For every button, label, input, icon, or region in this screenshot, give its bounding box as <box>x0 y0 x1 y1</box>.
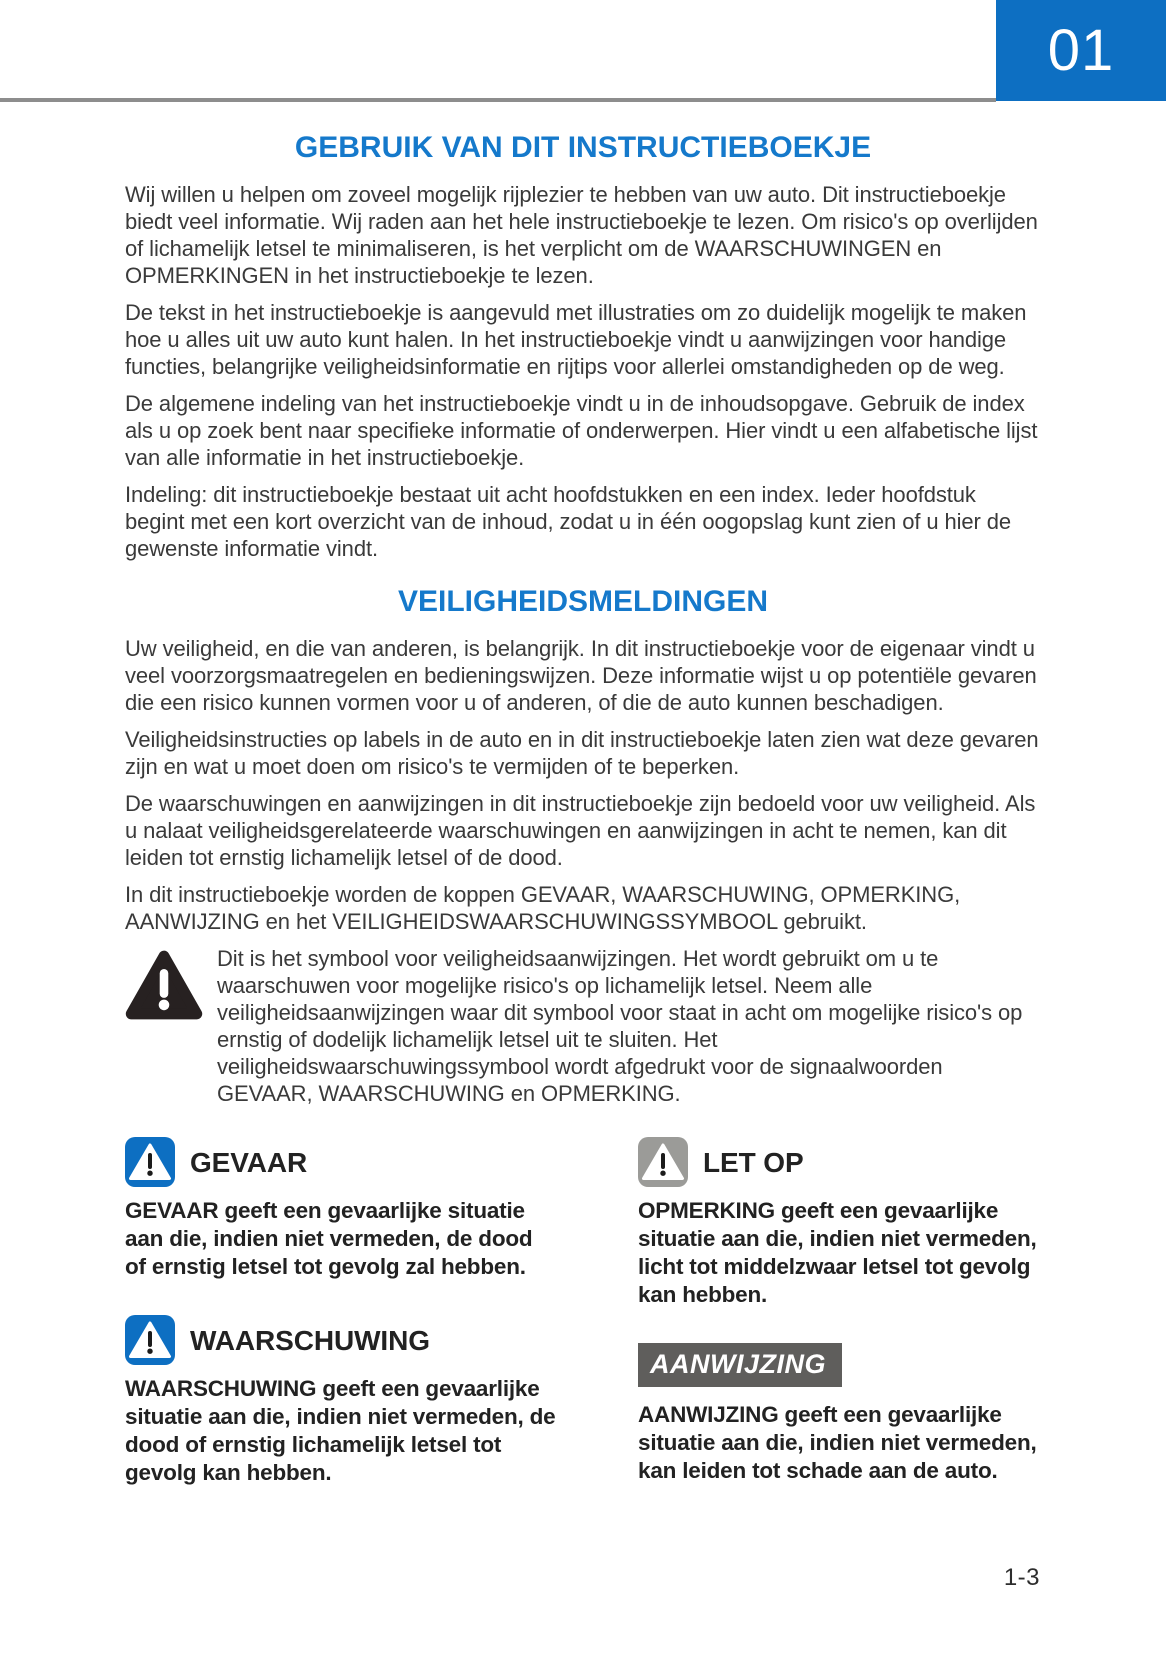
callouts-left-column <box>125 1137 638 1521</box>
safety-paragraph-4: In dit instructieboekje worden de koppen GEVAAR, WAARSCHUWING, OPMERKING, AANWIJZING en het VEILIGHEIDSWAARSCHUWINGSSYMBOOL gebruikt. <box>125 882 961 934</box>
warning-triangle-icon <box>638 1137 688 1187</box>
signal-word-callouts <box>125 1137 1041 1521</box>
callout-caution-heading: LET OP <box>703 1146 804 1178</box>
usage-paragraph-1: Wij willen u helpen om zoveel mogelijk rijplezier te hebben van uw auto. Dit instructieboekje biedt veel informatie. Wij raden aan het hele instructieboekje te lezen. Om risico's op overlijden of lichamelijk letsel te minimaliseren, is het verplicht om de WAARSCHUWINGEN en OPMERKINGEN in het instructieboekje te lezen. <box>125 182 1038 288</box>
section-title-safety: VEILIGHEIDSMELDINGEN <box>397 585 769 618</box>
notice-label: AANWIJZING <box>638 1343 842 1387</box>
chapter-number-badge: 01 <box>996 0 1166 101</box>
callout-danger-heading: GEVAAR <box>190 1146 308 1178</box>
safety-paragraph-2: Veiligheidsinstructies op labels in de auto en in dit instructieboekje laten zien wat deze gevaren zijn en wat u moet doen om risico's te vermijden of te beperken. <box>125 727 1039 779</box>
callout-danger-body: GEVAAR geeft een gevaarlijke situatie aan die, indien niet vermeden, de dood of ernstig letsel tot gevolg zal hebben. <box>125 1198 533 1279</box>
callout-warning-header <box>125 1315 557 1365</box>
safety-paragraph-1: Uw veiligheid, en die van anderen, is belangrijk. In dit instructieboekje voor de eigenaar vindt u veel voorzorgsmaatregelen en bedieningswijzen. Deze informatie wijst u op potentiële gevaren die een risico kunnen vormen voor u of anderen, of die de auto kunnen beschadigen. <box>125 636 1037 715</box>
callout-warning-heading: WAARSCHUWING <box>190 1324 430 1356</box>
section-title-usage: GEBRUIK VAN DIT INSTRUCTIEBOEKJE <box>294 131 872 164</box>
safety-symbol-text: Dit is het symbool voor veiligheidsaanwijzingen. Het wordt gebruikt om u te waarschuwen voor mogelijke risico's op lichamelijk letsel. Neem alle veiligheidsaanwijzingen waar dit symbool voor staat in acht om mogelijke risico's op ernstig of dodelijk lichamelijk letsel uit te sluiten. Het veiligheidswaarschuwingssymbool wordt afgedrukt voor de signaalwoorden GEVAAR, WAARSCHUWING en OPMERKING. <box>217 946 1023 1106</box>
page-number: 1-3 <box>1003 1564 1040 1591</box>
usage-paragraph-4: Indeling: dit instructieboekje bestaat uit acht hoofdstukken en een index. Ieder hoofdstuk begint met een kort overzicht van de inhoud, zodat u in één oogopslag kunt zien of u hier de gewenste informatie vindt. <box>125 482 1012 561</box>
usage-paragraph-2: De tekst in het instructieboekje is aangevuld met illustraties om zo duidelijk mogelijk te maken hoe u alles uit uw auto kunt halen. In het instructieboekje vindt u aanwijzingen voor handige functies, belangrijke veiligheidsinformatie en rijtips voor allerlei omstandigheden op de weg. <box>125 300 1027 379</box>
warning-triangle-icon <box>125 1137 175 1187</box>
callouts-right-column <box>638 1137 1041 1521</box>
callout-danger <box>125 1137 557 1281</box>
header-divider <box>0 98 996 102</box>
callout-warning <box>125 1315 557 1487</box>
callout-danger-header <box>125 1137 557 1187</box>
callout-notice-body: AANWIJZING geeft een gevaarlijke situatie aan die, indien niet vermeden, kan leiden tot schade aan de auto. <box>638 1402 1037 1483</box>
safety-paragraph-3: De waarschuwingen en aanwijzingen in dit instructieboekje zijn bedoeld voor uw veiligheid. Als u nalaat veiligheidsgerelateerde waarschuwingen en aanwijzingen in acht te nemen, kan dit leiden tot ernstig lichamelijk letsel of de dood. <box>125 791 1036 870</box>
callout-caution-header <box>638 1137 1040 1187</box>
callout-warning-body: WAARSCHUWING geeft een gevaarlijke situatie aan die, indien niet vermeden, de dood of ernstig lichamelijk letsel tot gevolg kan hebben. <box>125 1376 556 1485</box>
callout-caution-body: OPMERKING geeft een gevaarlijke situatie aan die, indien niet vermeden, licht tot middelzwaar letsel tot gevolg kan hebben. <box>638 1198 1037 1307</box>
usage-paragraph-3: De algemene indeling van het instructieboekje vindt u in de inhoudsopgave. Gebruik de index als u op zoek bent naar specifieke informatie of onderwerpen. Hier vindt u een alfabetische lijst van alle informatie in het instructieboekje. <box>125 391 1038 470</box>
safety-alert-triangle-icon <box>125 945 217 1027</box>
page-content <box>125 130 1041 1521</box>
safety-symbol-note <box>125 945 1041 1107</box>
warning-triangle-icon <box>125 1315 175 1365</box>
callout-caution <box>638 1137 1040 1309</box>
callout-notice <box>638 1343 1040 1485</box>
